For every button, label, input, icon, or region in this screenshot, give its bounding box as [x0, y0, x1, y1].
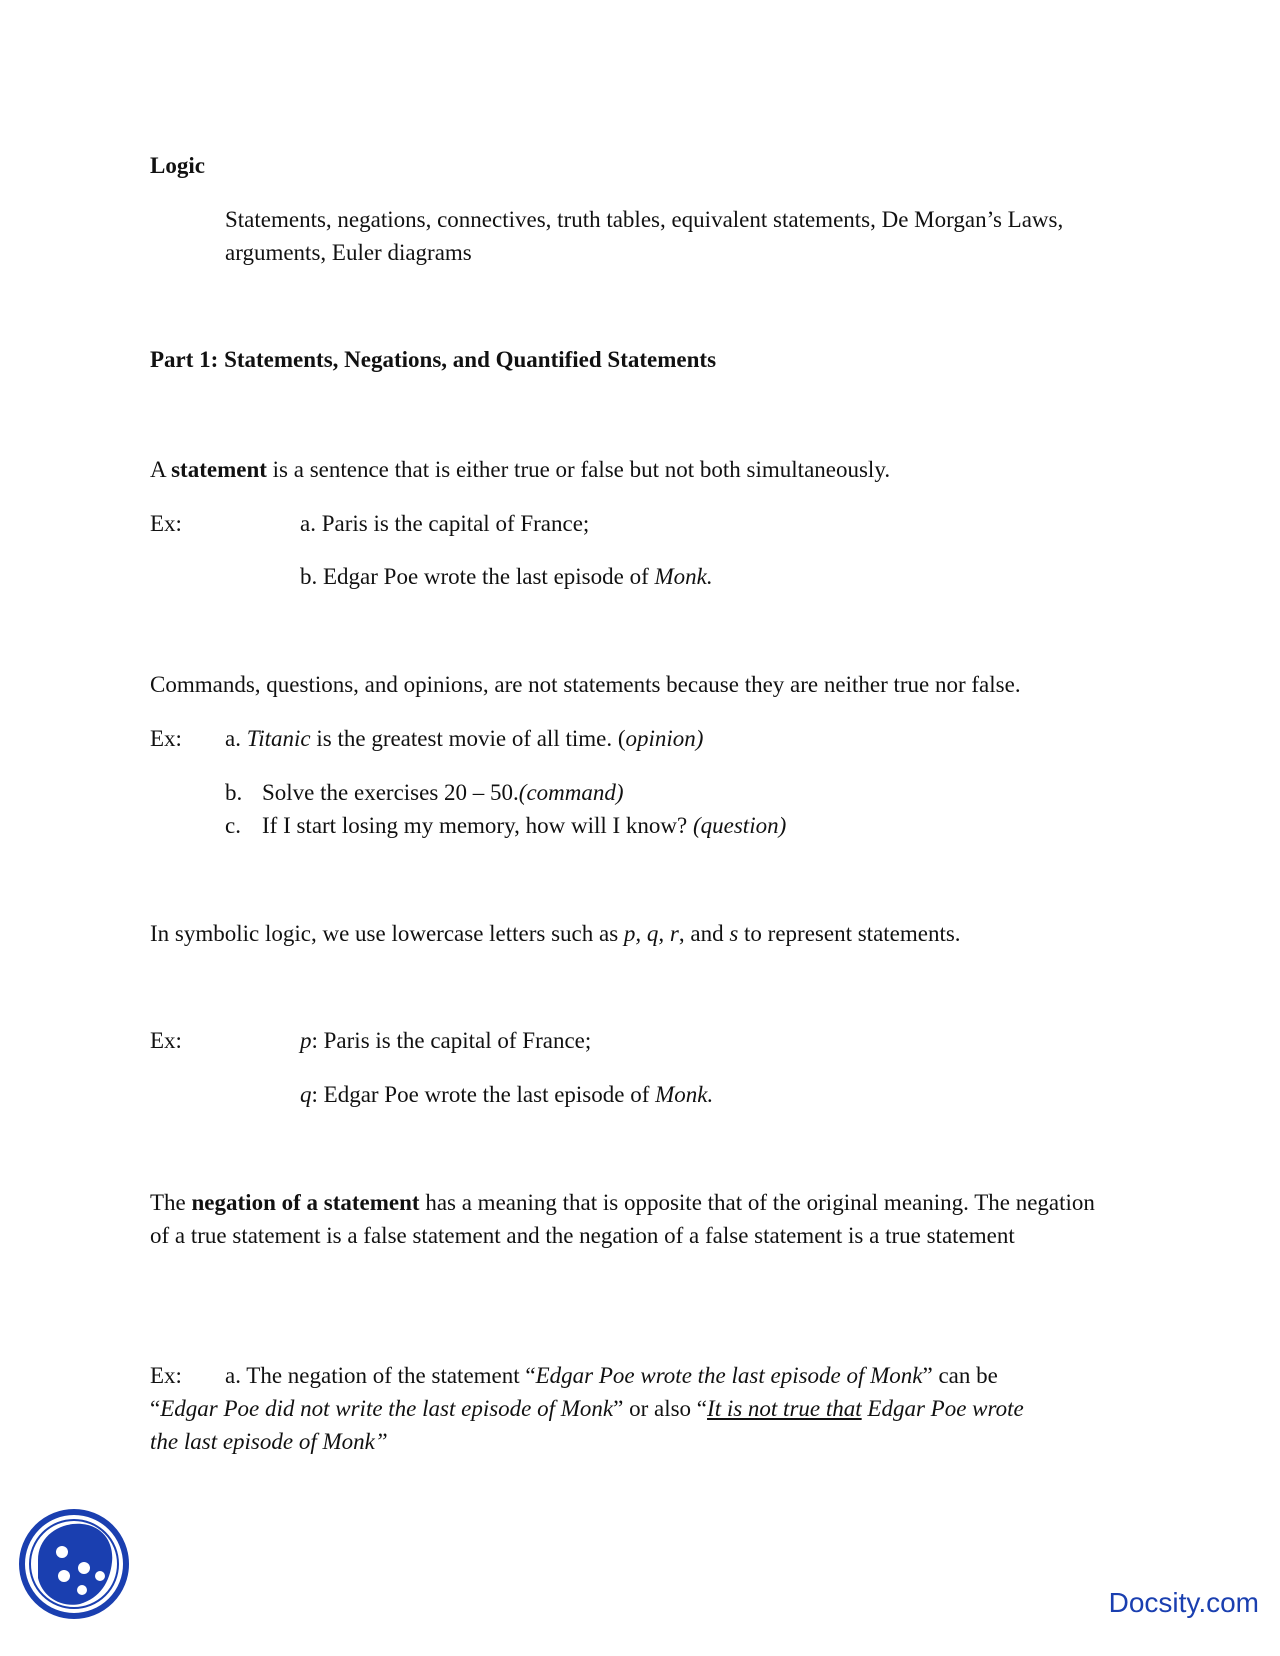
example-3p — [300, 1024, 591, 1057]
example-label-3: Ex: — [150, 1028, 182, 1053]
statement-definition — [150, 453, 890, 486]
example-2b-text: Solve the exercises 20 – 50. — [262, 780, 519, 805]
example-1a: a. Paris is the capital of France; — [300, 511, 590, 536]
example-4-line3 — [150, 1425, 388, 1458]
docsity-logo-icon — [18, 1508, 130, 1620]
variable-q: q — [300, 1082, 312, 1107]
example-label-1: Ex: — [150, 511, 182, 536]
example-4-quote1: Edgar Poe wrote the last episode of Monk — [535, 1363, 923, 1388]
example-2c — [262, 809, 786, 842]
symbolic-pre: In symbolic logic, we use lowercase letters such as — [150, 921, 624, 946]
page-title — [150, 149, 205, 182]
example-3p-text: : Paris is the capital of France; — [311, 1028, 592, 1053]
example-4-quote2: Edgar Poe did not write the last episode of Monk — [160, 1396, 614, 1421]
example-4-text1: a. The negation of the statement “ — [225, 1363, 536, 1388]
variable-p: p — [300, 1028, 312, 1053]
example-4-text6: ” or also “ — [613, 1396, 708, 1421]
negation-term: negation of a statement — [191, 1190, 420, 1215]
topics-paragraph: Statements, negations, connectives, truth tables, equivalent statements, De Morgan’s Laws, arguments, Euler diagrams — [225, 207, 1064, 265]
example-label-2: Ex: — [150, 726, 182, 751]
symbolic-post: to represent statements. — [738, 921, 961, 946]
example-2a — [225, 722, 703, 755]
not-statements-paragraph: Commands, questions, and opinions, are not statements because they are neither true nor false. — [150, 672, 1021, 697]
statement-term: statement — [171, 457, 267, 482]
part1-heading-text: Part 1: Statements, Negations, and Quantified Statements — [150, 347, 717, 372]
example-2a-tag: opinion) — [625, 726, 704, 751]
example-1b-text: b. Edgar Poe wrote the last episode of — [300, 564, 655, 589]
example-2b — [262, 776, 624, 809]
example-2c-marker: c. — [225, 813, 241, 838]
statement-def-post: is a sentence that is either true or false but not both simultaneously. — [266, 457, 891, 482]
negation-def-post: has a meaning that is opposite that of the original meaning. The negation of a true statement is a false statement and the negation of a false statement is a true statement — [150, 1190, 1095, 1248]
negation-definition — [150, 1186, 1110, 1252]
example-2a-pre: a. — [225, 726, 247, 751]
statement-def-pre: A — [150, 457, 172, 482]
example-2b-tag: (command) — [518, 780, 624, 805]
example-1b — [300, 560, 713, 593]
example-4-line2 — [150, 1392, 1024, 1425]
example-4-text8: Edgar Poe wrote — [861, 1396, 1024, 1421]
negation-def-pre: The — [150, 1190, 192, 1215]
example-2c-tag: (question) — [692, 813, 787, 838]
example-4-underlined-text: It is not true that — [707, 1396, 862, 1421]
example-4-open-quote: “ — [150, 1396, 161, 1421]
example-1b-title: Monk. — [654, 564, 713, 589]
example-2b-marker: b. — [225, 780, 243, 805]
example-4-underlined — [707, 1396, 862, 1421]
symbolic-s: s — [729, 921, 739, 946]
symbolic-mid: , and — [678, 921, 730, 946]
example-2a-text: is the greatest movie of all time. ( — [310, 726, 626, 751]
example-2a-title: Titanic — [246, 726, 311, 751]
example-3q-text: : Edgar Poe wrote the last episode of — [311, 1082, 656, 1107]
symbolic-logic-paragraph — [150, 917, 961, 950]
example-4-text3: ” can be — [922, 1363, 998, 1388]
part1-heading — [150, 343, 716, 376]
title-text: Logic — [150, 153, 205, 178]
example-2c-text: If I start losing my memory, how will I know? — [262, 813, 693, 838]
example-label-4: Ex: — [150, 1363, 182, 1388]
symbolic-letters: p, q, r — [623, 921, 679, 946]
example-4-line1 — [225, 1359, 998, 1392]
example-3q-title: Monk. — [655, 1082, 714, 1107]
example-3q — [300, 1078, 713, 1111]
docsity-brand-link[interactable]: Docsity.com — [1108, 1587, 1259, 1618]
example-4-text9: the last episode of Monk” — [150, 1429, 388, 1454]
